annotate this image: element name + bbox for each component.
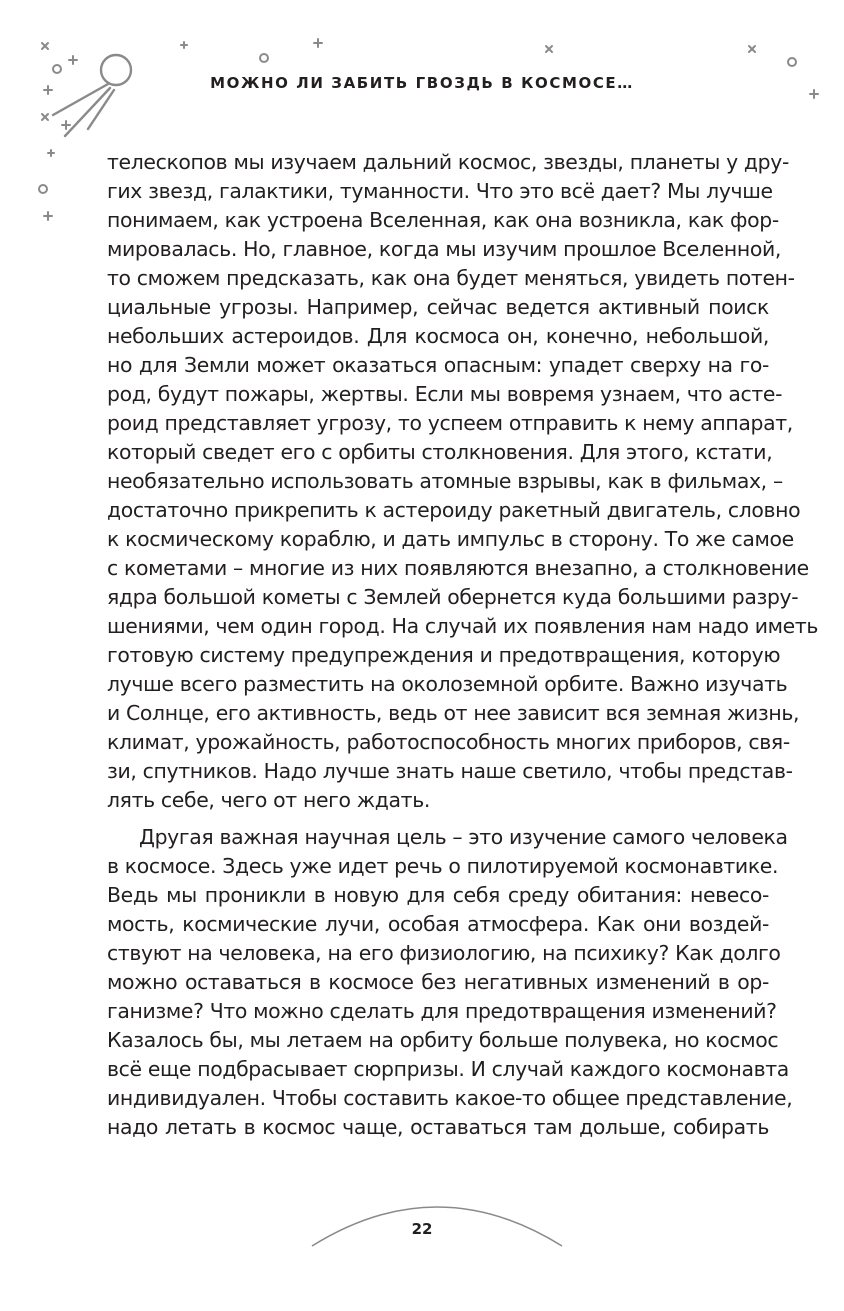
- text-line: ствуют на человека, на его физиологию, на психику? Как долго: [107, 941, 781, 965]
- paragraph: [107, 148, 819, 815]
- text-line: к космическому кораблю, и дать импульс в сторону. То же самое: [107, 527, 794, 551]
- cross-icon: [749, 46, 755, 52]
- text-line: лучше всего разместить на околоземной орбите. Важно изучать: [107, 672, 788, 696]
- text-line: климат, урожайность, работоспособность многих приборов, свя-: [107, 730, 790, 754]
- text-line: понимаем, как устроена Вселенная, как она возникла, как фор-: [107, 208, 779, 232]
- text-line: необязательно использовать атомные взрывы, как в фильмах, –: [107, 469, 783, 493]
- paragraph: [107, 823, 793, 1142]
- body-text: [107, 148, 819, 1142]
- star-icon: [44, 212, 52, 220]
- star-icon: [181, 42, 187, 48]
- text-line: гих звезд, галактики, туманности. Что это всё дает? Мы лучше: [107, 179, 773, 203]
- text-line: шениями, чем один город. На случай их появления нам надо иметь: [107, 614, 819, 638]
- star-icon: [48, 150, 54, 156]
- text-line: достаточно прикрепить к астероиду ракетный двигатель, словно: [107, 498, 801, 522]
- text-line: зи, спутников. Надо лучше знать наше светило, чтобы представ-: [107, 759, 793, 783]
- circle-icon: [788, 58, 796, 66]
- text-line: который сведет его с орбиты столкновения. Для этого, кстати,: [107, 440, 773, 464]
- text-line: мировалась. Но, главное, когда мы изучим прошлое Вселенной,: [107, 237, 781, 261]
- text-line: небольших астероидов. Для космоса он, конечно, небольшой,: [107, 324, 769, 348]
- text-line: Ведь мы проникли в новую для себя среду обитания: невесо-: [107, 883, 769, 907]
- text-line: мость, космические лучи, особая атмосфера. Как они воздей-: [107, 912, 769, 936]
- page-number: 22: [411, 1220, 433, 1238]
- text-line: и Солнце, его активность, ведь от нее зависит вся земная жизнь,: [107, 701, 800, 725]
- circle-icon: [53, 65, 61, 73]
- text-line: Другая важная научная цель – это изучение самого человека: [139, 825, 788, 849]
- text-line: но для Земли может оказаться опасным: упадет сверху на го-: [107, 353, 769, 377]
- text-line: готовую систему предупреждения и предотвращения, которую: [107, 643, 781, 667]
- cross-icon: [42, 114, 48, 120]
- cross-icon: [546, 46, 552, 52]
- cross-icon: [42, 43, 48, 49]
- text-line: всё еще подбрасывает сюрпризы. И случай каждого космонавта: [107, 1057, 789, 1081]
- circle-icon: [260, 54, 268, 62]
- text-line: лять себе, чего от него ждать.: [107, 788, 430, 812]
- text-line: ядра большой кометы с Землей обернется куда большими разру-: [107, 585, 799, 609]
- star-icon: [314, 39, 322, 47]
- text-line: роид представляет угрозу, то успеем отправить к нему аппарат,: [107, 411, 793, 435]
- text-line: с кометами – многие из них появляются внезапно, а столкновение: [107, 556, 809, 580]
- text-line: род, будут пожары, жертвы. Если мы вовремя узнаем, что асте-: [107, 382, 783, 406]
- text-line: ганизме? Что можно сделать для предотвращения изменений?: [107, 999, 777, 1023]
- text-line: индивидуален. Чтобы составить какое-то общее представление,: [107, 1086, 793, 1110]
- text-line: то сможем предсказать, как она будет меняться, увидеть потен-: [107, 266, 795, 290]
- text-line: в космосе. Здесь уже идет речь о пилотируемой космонавтике.: [107, 854, 779, 878]
- star-icon: [62, 121, 70, 129]
- star-icon: [69, 56, 77, 64]
- text-line: циальные угрозы. Например, сейчас ведется активный поиск: [107, 295, 769, 319]
- text-line: можно оставаться в космосе без негативных изменений в ор-: [107, 970, 769, 994]
- text-line: надо летать в космос чаще, оставаться там дольше, собирать: [107, 1115, 769, 1139]
- circle-icon: [39, 185, 47, 193]
- satellite-icon: [53, 55, 131, 136]
- text-line: Казалось бы, мы летаем на орбиту больше полувека, но космос: [107, 1028, 779, 1052]
- text-line: телескопов мы изучаем дальний космос, звезды, планеты у дру-: [107, 150, 789, 174]
- running-title: МОЖНО ЛИ ЗАБИТЬ ГВОЗДЬ В КОСМОСЕ…: [210, 74, 634, 92]
